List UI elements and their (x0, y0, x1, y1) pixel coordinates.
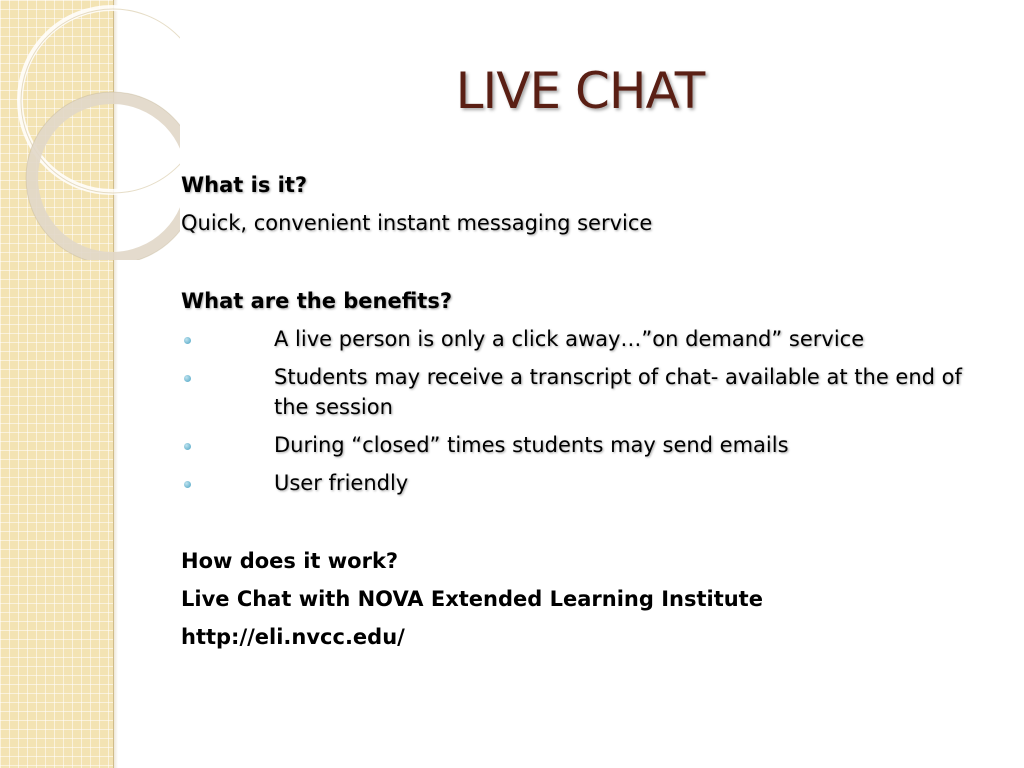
live-chat-description: Live Chat with NOVA Extended Learning Institute (181, 587, 763, 611)
answer-what-is-it: Quick, convenient instant messaging service (181, 211, 653, 235)
benefit-text: A live person is only a click away…”on demand” service (274, 327, 865, 351)
benefit-item (181, 358, 991, 426)
question-how-it-works: How does it work? (181, 549, 399, 573)
question-benefits: What are the benefits? (181, 289, 453, 313)
question-what-is-it: What is it? (181, 173, 308, 197)
slide-body (181, 166, 991, 656)
benefit-text: Students may receive a transcript of chat- available at the end of the session (274, 365, 962, 419)
slide-title: LIVE CHAT (455, 62, 705, 120)
benefits-list (181, 320, 991, 502)
benefit-text: User friendly (274, 471, 409, 495)
benefit-item (181, 426, 991, 464)
bullet-dot-icon (184, 443, 191, 450)
decorative-rings (0, 0, 180, 260)
eli-url: http://eli.nvcc.edu/ (181, 625, 405, 649)
bullet-dot-icon (184, 337, 191, 344)
benefit-item (181, 464, 991, 502)
spacer (181, 502, 991, 542)
benefit-text: During “closed” times students may send emails (274, 433, 789, 457)
spacer (181, 242, 991, 282)
benefit-item (181, 320, 991, 358)
bullet-dot-icon (184, 481, 191, 488)
bullet-dot-icon (184, 375, 191, 382)
